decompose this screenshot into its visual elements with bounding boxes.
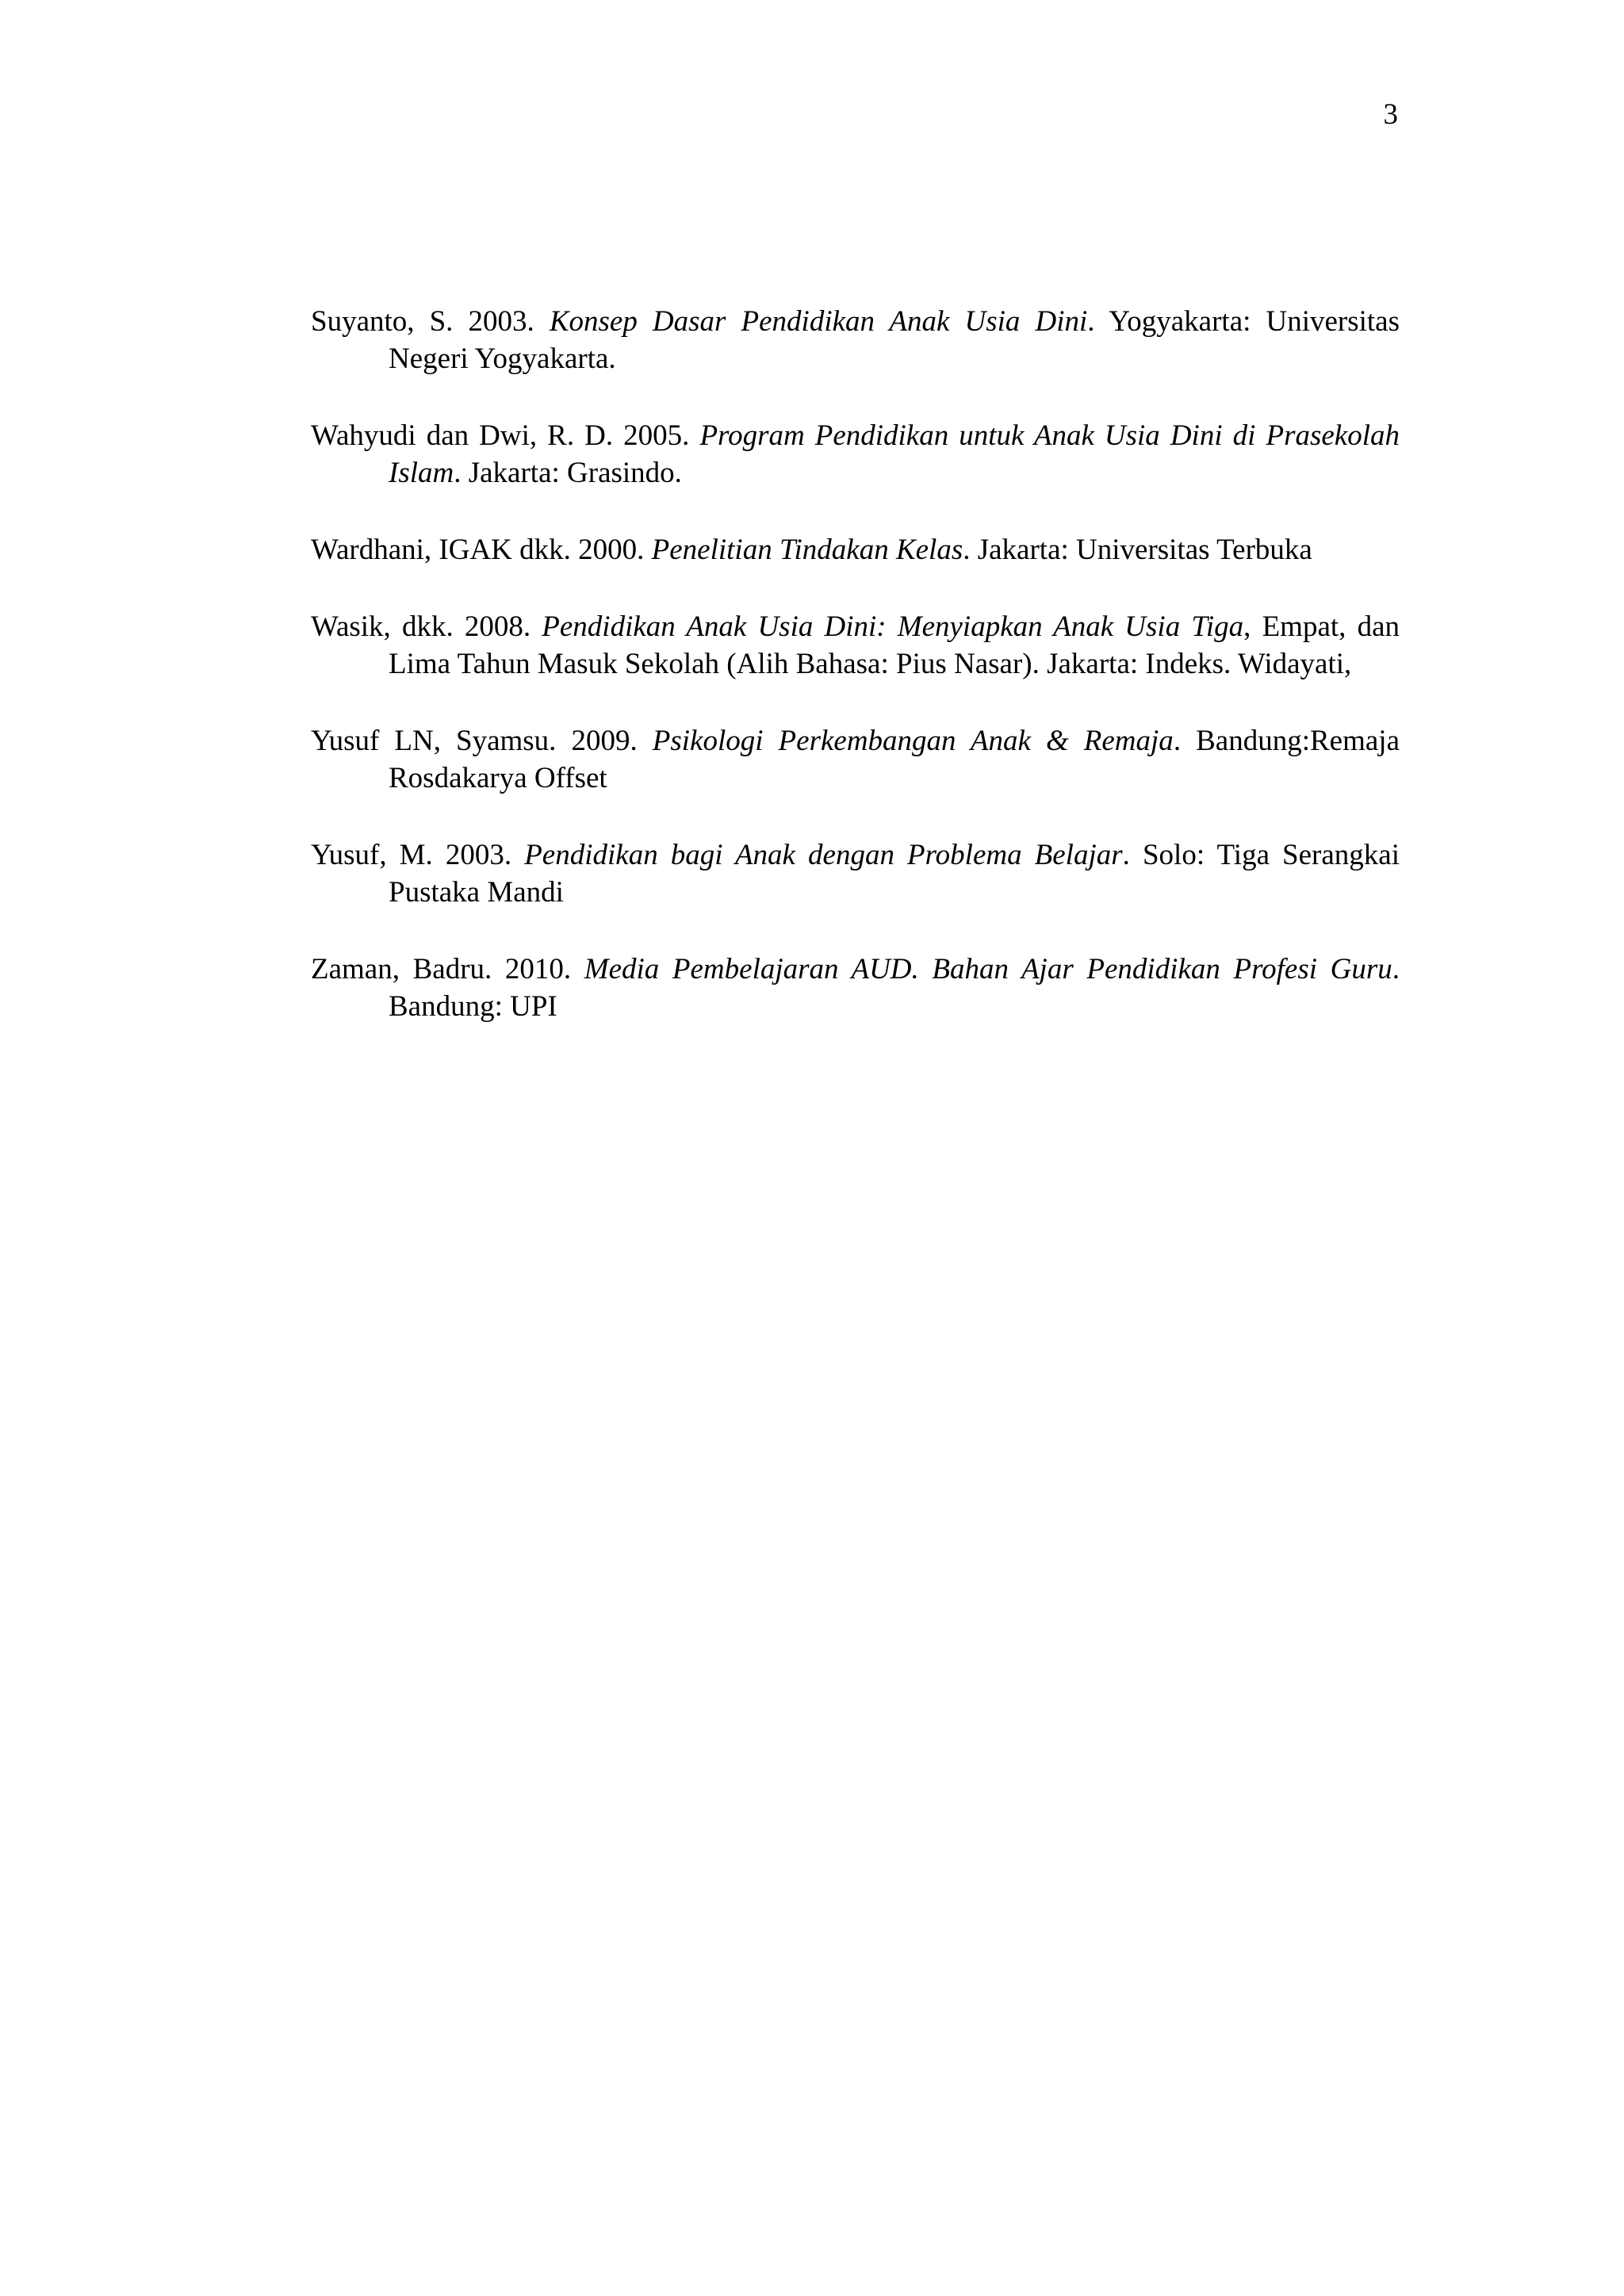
reference-title: Psikologi Perkembangan Anak & Remaja [652, 725, 1174, 757]
reference-entry [311, 531, 1400, 568]
page-number: 3 [1383, 98, 1398, 131]
reference-publisher: . Bandung:Remaja Rosdakarya Offset [389, 725, 1400, 794]
reference-title: Konsep Dasar Pendidikan Anak Usia Dini [549, 305, 1088, 338]
reference-publisher: . Bandung: UPI [389, 953, 1400, 1023]
reference-title: Pendidikan Anak Usia Dini: Menyiapkan Anak Usia Tiga [542, 610, 1244, 643]
reference-publisher: . Yogyakarta: Universitas Negeri Yogyakarta. [389, 305, 1400, 375]
reference-author-year: Yusuf, M. 2003. [311, 839, 525, 871]
reference-entry [311, 303, 1400, 377]
reference-entry [311, 417, 1400, 492]
reference-entry [311, 836, 1400, 911]
reference-title: Media Pembelajaran AUD. Bahan Ajar Pendidikan Profesi Guru [584, 953, 1392, 985]
reference-title: Program Pendidikan untuk Anak Usia Dini di Prasekolah Islam [389, 419, 1400, 489]
reference-title: Penelitian Tindakan Kelas [651, 534, 963, 566]
reference-entry [311, 608, 1400, 683]
reference-entry [311, 722, 1400, 797]
reference-publisher: , Empat, dan Lima Tahun Masuk Sekolah (Alih Bahasa: Pius Nasar). Jakarta: Indeks. Widayati, [389, 610, 1400, 680]
reference-author-year: Suyanto, S. 2003. [311, 305, 550, 338]
reference-author-year: Wahyudi dan Dwi, R. D. 2005. [311, 419, 700, 452]
reference-list [311, 303, 1400, 1065]
reference-author-year: Wasik, dkk. 2008. [311, 610, 542, 643]
reference-author-year: Yusuf LN, Syamsu. 2009. [311, 725, 653, 757]
reference-title: Pendidikan bagi Anak dengan Problema Belajar [524, 839, 1123, 871]
reference-publisher: . Jakarta: Grasindo. [454, 457, 682, 489]
reference-author-year: Zaman, Badru. 2010. [311, 953, 584, 985]
reference-author-year: Wardhani, IGAK dkk. 2000. [311, 534, 652, 566]
reference-entry [311, 951, 1400, 1025]
reference-publisher: . Solo: Tiga Serangkai Pustaka Mandi [389, 839, 1400, 909]
reference-publisher: . Jakarta: Universitas Terbuka [963, 534, 1312, 566]
